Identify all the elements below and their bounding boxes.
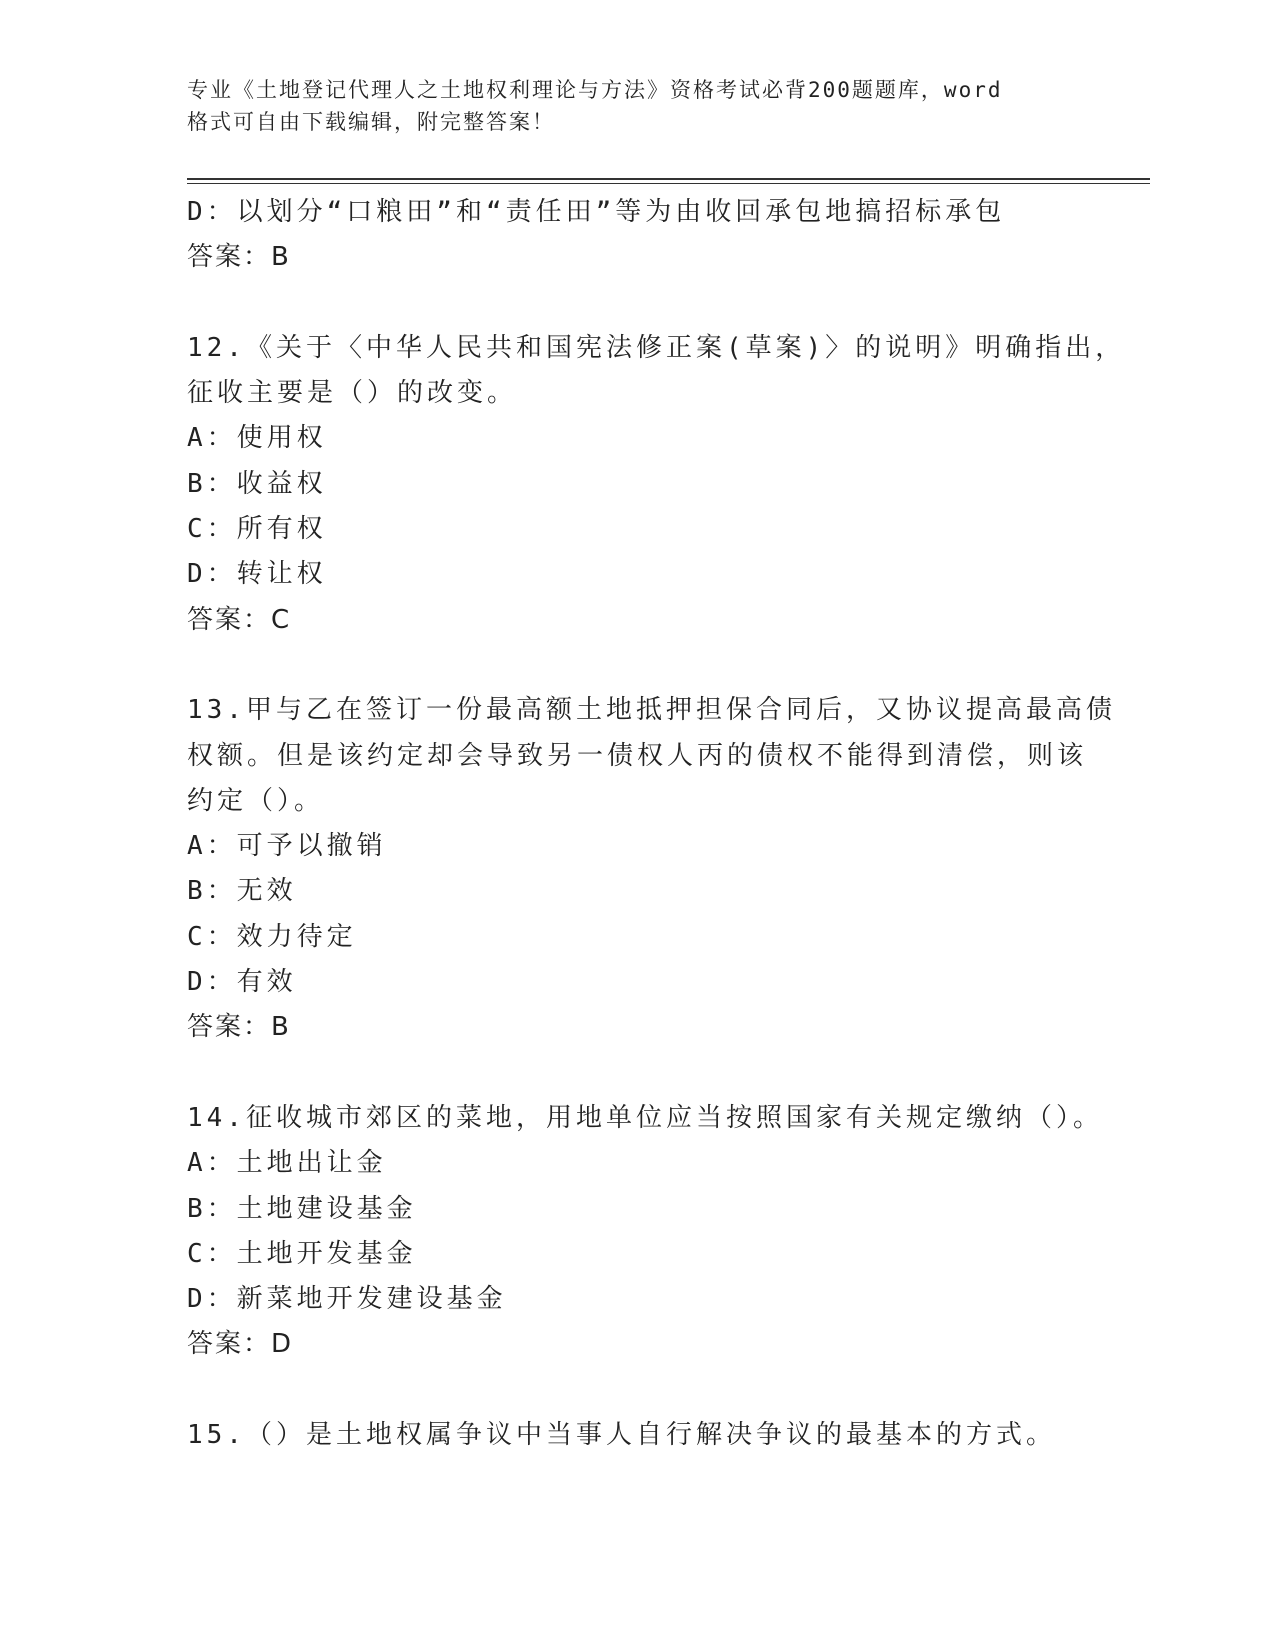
question-14-option-c: C：土地开发基金 — [187, 1238, 417, 1269]
question-12-option-a: A：使用权 — [187, 423, 327, 454]
question-14-option-a: A：土地出让金 — [187, 1148, 387, 1179]
header-title-line-2: 格式可自由下载编辑，附完整答案！ — [187, 110, 555, 134]
header-divider-thick — [187, 178, 1150, 180]
spacer — [187, 643, 1087, 688]
question-13-stem-line-2: 权额。但是该约定却会导致另一债权人丙的债权不能得到清偿，则该 — [187, 740, 1088, 771]
header-divider-thin — [187, 183, 1150, 184]
question-15-stem-line-1: 15.（）是土地权属争议中当事人自行解决争议的最基本的方式。 — [187, 1420, 1056, 1451]
spacer — [187, 1051, 1087, 1096]
answer-line: 答案：B — [187, 242, 291, 273]
question-13-option-d: D：有效 — [187, 967, 297, 998]
question-13-option-a: A：可予以撤销 — [187, 831, 387, 862]
question-14-answer: 答案：D — [187, 1329, 294, 1360]
question-12-option-d: D：转让权 — [187, 559, 327, 590]
question-12-answer: 答案：C — [187, 604, 292, 635]
question-13-option-c: C：效力待定 — [187, 921, 357, 952]
question-12-option-c: C：所有权 — [187, 514, 327, 545]
question-12-stem-line-1: 12.《关于〈中华人民共和国宪法修正案(草案)〉的说明》明确指出， — [187, 332, 1126, 363]
question-12-option-b: B：收益权 — [187, 468, 327, 499]
header-title-line-1: 专业《土地登记代理人之土地权利理论与方法》资格考试必背200题题库，word — [187, 78, 1003, 102]
question-14-option-d: D：新菜地开发建设基金 — [187, 1284, 507, 1315]
question-13-option-b: B：无效 — [187, 876, 297, 907]
question-13-answer: 答案：B — [187, 1012, 291, 1043]
question-14-option-b: B：土地建设基金 — [187, 1193, 417, 1224]
document-header — [187, 74, 1067, 138]
option-d: D：以划分“口粮田”和“责任田”等为由收回承包地搞招标承包 — [187, 197, 1006, 227]
question-13-stem-line-1: 13.甲与乙在签订一份最高额土地抵押担保合同后，又协议提高最高债 — [187, 695, 1116, 726]
spacer — [187, 281, 1087, 326]
question-list — [187, 190, 1126, 1458]
question-14-stem-line-1: 14.征收城市郊区的菜地，用地单位应当按照国家有关规定缴纳（）。 — [187, 1102, 1103, 1133]
question-13-stem-line-3: 约定（）。 — [187, 785, 325, 816]
question-12-stem-line-2: 征收主要是（）的改变。 — [187, 378, 518, 409]
spacer — [187, 1368, 1087, 1413]
